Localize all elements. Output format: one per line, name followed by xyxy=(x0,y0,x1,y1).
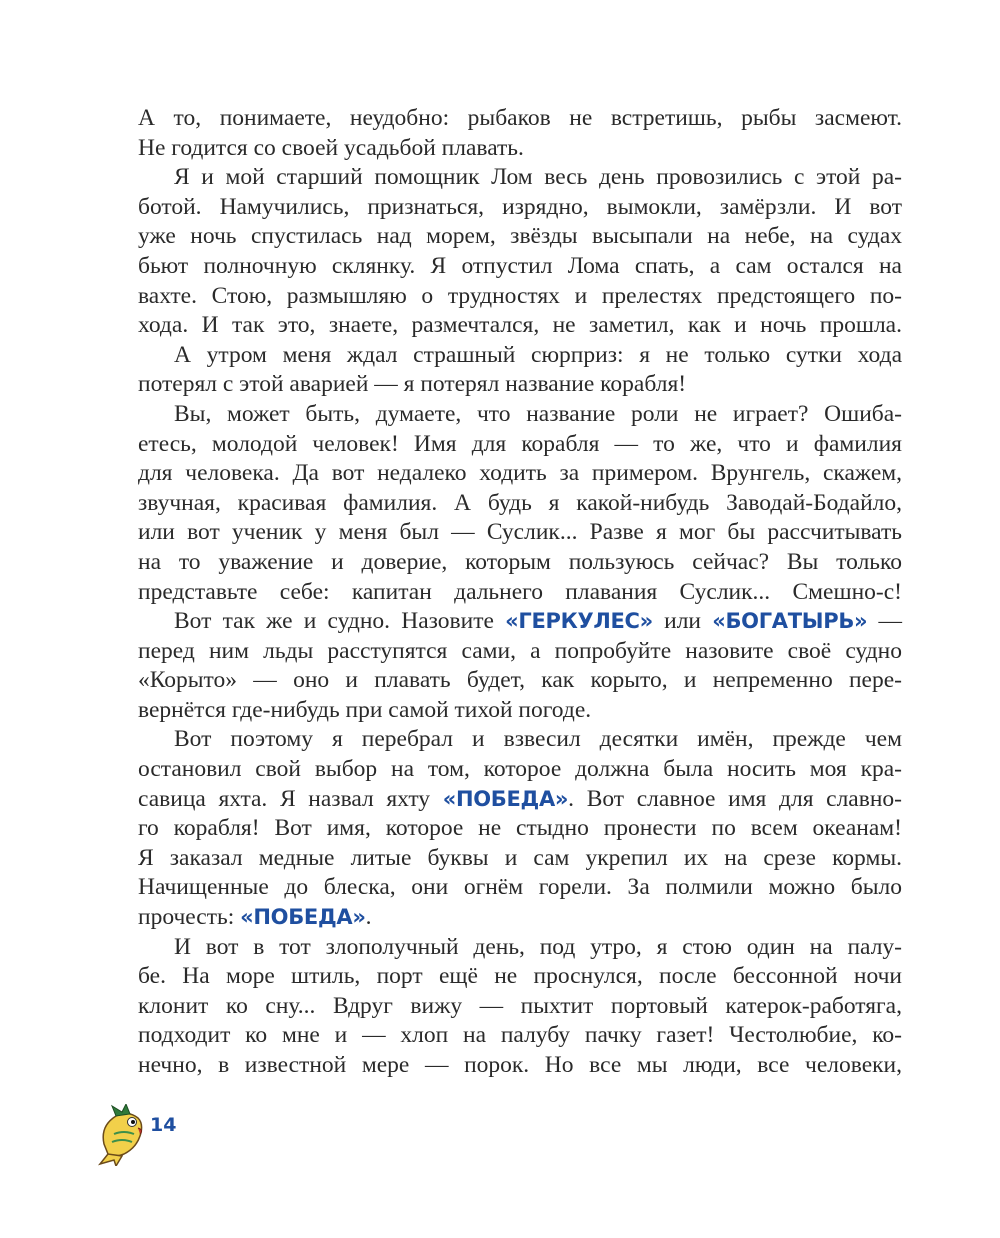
text-line: потерял с этой аварией — я потерял название корабля! xyxy=(138,371,687,398)
text-line: ботой. Намучились, признаться, изрядно, вымокли, замёрзли. И вот xyxy=(138,193,902,220)
text-line: Я и мой старший помощник Лом весь день провозились с этой ра- xyxy=(174,164,902,191)
paragraph xyxy=(138,400,902,430)
text-line-row xyxy=(138,903,902,933)
body-text xyxy=(138,104,902,1081)
text-line-row xyxy=(138,785,902,815)
text-fragment: . xyxy=(365,904,372,931)
text-fragment: — xyxy=(867,608,902,635)
ship-name-bogatyr: «БОГАТЫРЬ» xyxy=(712,609,868,634)
text-line: бьют полночную склянку. Я отпустил Лома спать, а сам остался на xyxy=(138,252,902,279)
text-fragment: или xyxy=(652,608,713,635)
text-line: уже ночь спустилась над морем, звёзды высыпали на небе, на судах xyxy=(138,223,902,250)
text-line: А то, понимаете, неудобно: рыбаков не встретишь, рыбы засмеют. xyxy=(138,105,902,131)
text-fragment: Вот так же и судно. Назовите xyxy=(174,608,506,635)
paragraph xyxy=(138,134,902,164)
text-line: звучная, красивая фамилия. А будь я какой-нибудь Заводай-Бодайло, xyxy=(138,489,902,516)
text-line-row xyxy=(138,666,902,696)
text-line: для человека. Да вот недалеко ходить за примером. Врунгель, скажем, xyxy=(138,460,902,487)
text-line: вахте. Стою, размышляю о трудностях и прелестях предстоящего по- xyxy=(138,282,902,309)
page-footer xyxy=(94,1104,214,1172)
paragraph xyxy=(138,163,902,193)
text-line: клонит ко сну... Вдруг вижу — пыхтит портовый катерок-работяга, xyxy=(138,992,902,1019)
text-line-row xyxy=(138,637,902,667)
text-line: нечно, в известной мере — порок. Но все мы люди, все человеки, xyxy=(138,1052,902,1078)
paragraph xyxy=(138,341,902,371)
text-line-row xyxy=(138,252,902,282)
text-line: Я заказал медные литые буквы и сам укрепил их на срезе кормы. xyxy=(138,844,902,871)
text-line-row xyxy=(138,844,902,874)
text-line-row xyxy=(138,518,902,548)
text-line-row xyxy=(138,370,902,400)
text-line: представьте себе: капитан дальнего плавания Суслик... Смешно-с! xyxy=(138,578,902,605)
text-line: го корабля! Вот имя, которое не стыдно пронести по всем океанам! xyxy=(138,815,902,842)
text-line-row xyxy=(138,1021,902,1051)
text-line-row xyxy=(138,873,902,903)
text-line-row xyxy=(138,962,902,992)
paragraph xyxy=(138,104,902,134)
text-line: хода. И так это, знаете, размечтался, не заметил, как и ночь прошла. xyxy=(138,312,902,339)
page-number: 14 xyxy=(150,1114,177,1136)
ship-name-pobeda: «ПОБЕДА» xyxy=(442,786,569,811)
text-line: Не годится со своей усадьбой плавать. xyxy=(138,134,524,161)
text-line: Начищенные до блеска, они огнём горели. За полмили можно было xyxy=(138,874,902,901)
text-line: И вот в тот злополучный день, под утро, я стою один на палу- xyxy=(174,933,902,960)
fish-icon xyxy=(94,1104,152,1166)
text-line-row xyxy=(138,193,902,223)
text-line: етесь, молодой человек! Имя для корабля — то же, что и фамилия xyxy=(138,430,902,457)
text-line: «Корыто» — оно и плавать будет, как корыто, и непременно пере- xyxy=(138,667,902,694)
text-line-row xyxy=(138,282,902,312)
text-line: перед ним льды расступятся сами, а попробуйте назовите своё судно xyxy=(138,637,902,664)
text-line-row xyxy=(138,311,902,341)
text-fragment: прочесть: xyxy=(138,904,241,931)
text-line: на то уважение и доверие, которым пользуюсь сейчас? Вы только xyxy=(138,548,902,575)
text-line: А утром меня ждал страшный сюрприз: я не только сутки хода xyxy=(174,341,902,368)
paragraph xyxy=(138,607,902,637)
text-line-row xyxy=(138,548,902,578)
ship-name-pobeda: «ПОБЕДА» xyxy=(240,905,366,930)
text-line-row xyxy=(138,696,902,726)
text-line: подходит ко мне и — хлоп на палубу пачку газет! Честолюбие, ко- xyxy=(138,1022,902,1049)
text-line: остановил свой выбор на том, которое должна была носить моя кра- xyxy=(138,756,902,783)
paragraph xyxy=(138,933,902,963)
text-line-row xyxy=(138,222,902,252)
text-line: или вот ученик у меня был — Суслик... Разве я мог бы рассчитывать xyxy=(138,519,902,546)
text-line-row xyxy=(138,992,902,1022)
text-line-row xyxy=(138,1051,902,1081)
text-fragment: . Вот славное имя для славно- xyxy=(568,785,902,812)
paragraph xyxy=(138,725,902,755)
text-line: Вы, может быть, думаете, что название роли не играет? Ошиба- xyxy=(174,400,902,427)
ship-name-hercules: «ГЕРКУЛЕС» xyxy=(505,609,653,634)
text-line-row xyxy=(138,814,902,844)
text-line-row xyxy=(138,489,902,519)
text-line: бе. На море штиль, порт ещё не проснулся, после бессонной ночи xyxy=(138,963,902,990)
text-line: вернётся где-нибудь при самой тихой погоде. xyxy=(138,696,592,723)
text-line-row xyxy=(138,755,902,785)
text-line-row xyxy=(138,430,902,460)
text-line-row xyxy=(138,578,902,608)
text-fragment: савица яхта. Я назвал яхту xyxy=(138,785,443,812)
text-line-row xyxy=(138,459,902,489)
text-line: Вот поэтому я перебрал и взвесил десятки имён, прежде чем xyxy=(174,726,902,753)
